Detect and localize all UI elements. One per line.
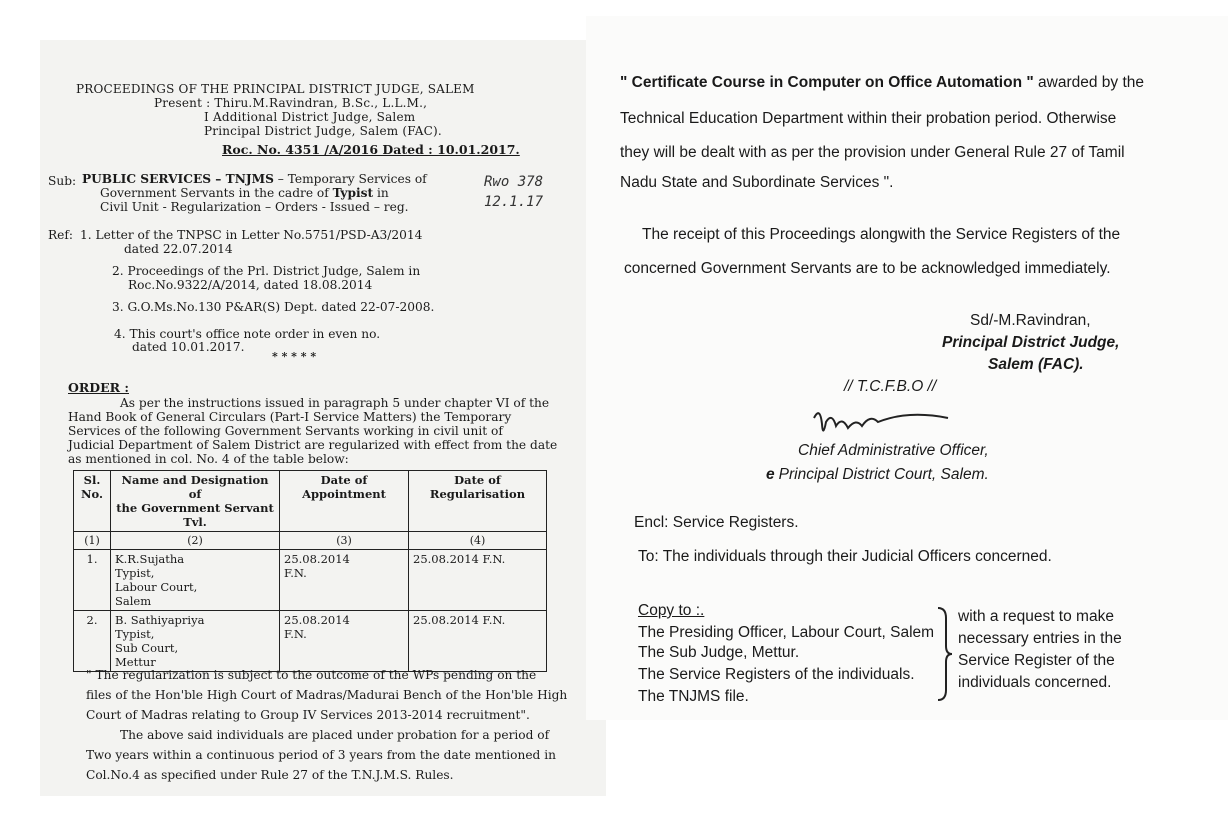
order-para-line-1: As per the instructions issued in paragraph 5 under chapter VI of the xyxy=(120,396,550,410)
copy-to-heading: Copy to :. xyxy=(638,602,705,619)
to-line: To: The individuals through their Judicial Officers concerned. xyxy=(638,548,1052,565)
copy-to-item: The Sub Judge, Mettur. xyxy=(638,644,800,661)
signature-scribble xyxy=(808,404,958,444)
copy-note-line: individuals concerned. xyxy=(958,674,1112,691)
para2-line-1: The receipt of this Proceedings alongwith the Service Registers of the xyxy=(642,226,1121,243)
copy-to-item: The TNJMS file. xyxy=(638,688,749,705)
table-row: 2. B. Sathiyapriya Typist, Sub Court, Mettur 25.08.2014 F.N. 25.08.2014 F.N. xyxy=(74,611,547,672)
enclosure-line: Encl: Service Registers. xyxy=(634,514,799,531)
subject-line-1: PUBLIC SERVICES – TNJMS – Temporary Services of xyxy=(82,172,427,186)
order-heading: ORDER : xyxy=(68,380,129,395)
row-1-appointment: 25.08.2014 F.N. xyxy=(280,550,409,611)
row-1-regularisation: 25.08.2014 F.N. xyxy=(409,550,547,611)
ref-4b: dated 10.01.2017. xyxy=(132,340,245,354)
table-colnum-row: (1) (2) (3) (4) xyxy=(74,532,547,550)
order-para-line-2: Hand Book of General Circulars (Part-I Service Matters) the Temporary xyxy=(68,410,512,424)
row-2-regularisation: 25.08.2014 F.N. xyxy=(409,611,547,672)
left-page xyxy=(40,40,606,796)
copy-note-line: with a request to make xyxy=(958,608,1114,625)
table-row: 1. K.R.Sujatha Typist, Labour Court, Salem 25.08.2014 F.N. 25.08.2014 F.N. xyxy=(74,550,547,611)
copy-to-item: The Service Registers of the individuals. xyxy=(638,666,915,683)
header-sl-no: Sl. No. xyxy=(74,471,111,532)
ref-2b: Roc.No.9322/A/2014, dated 18.08.2014 xyxy=(128,278,373,292)
ref-3: 3. G.O.Ms.No.130 P&AR(S) Dept. dated 22-07-2008. xyxy=(112,300,435,314)
probation-para-line-2: Two years within a continuous period of 3 years from the date mentioned in xyxy=(86,748,556,762)
order-para-line-3: Services of the following Government Servants working in civil unit of xyxy=(68,424,503,438)
probation-para-line-1: The above said individuals are placed under probation for a period of xyxy=(120,728,550,742)
ref-2a: 2. Proceedings of the Prl. District Judge, Salem in xyxy=(112,264,421,278)
para1-line-2: Technical Education Department within their probation period. Otherwise xyxy=(620,110,1117,127)
para2-line-2: concerned Government Servants are to be acknowledged immediately. xyxy=(624,260,1111,277)
ref-4a: 4. This court's office note order in even no. xyxy=(114,327,381,341)
copy-to-item: The Presiding Officer, Labour Court, Salem xyxy=(638,624,935,641)
right-page xyxy=(586,16,1228,720)
row-1-name: K.R.Sujatha Typist, Labour Court, Salem xyxy=(111,550,280,611)
regularisation-table xyxy=(73,470,547,672)
probation-para-line-3: Col.No.4 as specified under Rule 27 of the T.N.J.M.S. Rules. xyxy=(86,768,454,782)
separator-stars: * * * * * xyxy=(272,350,317,363)
para1-line-3: they will be dealt with as per the provision under General Rule 27 of Tamil xyxy=(620,144,1125,161)
header-name-designation: Name and Designation of the Government Servant Tvl. xyxy=(111,471,280,532)
designation-line-2: Principal District Judge, Salem (FAC). xyxy=(204,124,442,138)
signature-place: Salem (FAC). xyxy=(988,356,1084,373)
signature-sd: Sd/-M.Ravindran, xyxy=(970,312,1091,329)
header-date-regularisation: Date of Regularisation xyxy=(409,471,547,532)
subject-line-2: Government Servants in the cadre of Typist in xyxy=(100,186,389,200)
table-header-row xyxy=(74,471,547,532)
para1-line-4: Nadu State and Subordinate Services ". xyxy=(620,174,894,191)
handwritten-note-1: Rwo 378 xyxy=(484,174,544,190)
ref-1a: 1. Letter of the TNPSC in Letter No.5751/PSD-A3/2014 xyxy=(80,228,423,242)
quote-para-line-3: Court of Madras relating to Group IV Services 2013-2014 recruitment". xyxy=(86,708,530,722)
row-2-name: B. Sathiyapriya Typist, Sub Court, Mettur xyxy=(111,611,280,672)
officer-court-line: e Principal District Court, Salem. xyxy=(766,466,989,483)
subject-label: Sub: xyxy=(48,174,77,188)
brace-mark xyxy=(934,606,954,702)
handwritten-note-2: 12.1.17 xyxy=(484,194,544,210)
order-para-line-5: as mentioned in col. No. 4 of the table below: xyxy=(68,452,349,466)
row-2-appointment: 25.08.2014 F.N. xyxy=(280,611,409,672)
copy-note-line: Service Register of the xyxy=(958,652,1115,669)
quote-para-line-1: " The regularization is subject to the outcome of the WPs pending on the xyxy=(86,668,537,682)
tcfbo-mark: // T.C.F.B.O // xyxy=(844,378,937,395)
ref-1b: dated 22.07.2014 xyxy=(124,242,233,256)
header-date-appointment: Date of Appointment xyxy=(280,471,409,532)
copy-note-line: necessary entries in the xyxy=(958,630,1122,647)
roc-number: Roc. No. 4351 /A/2016 Dated : 10.01.2017. xyxy=(222,142,520,157)
signature-title: Principal District Judge, xyxy=(942,334,1120,351)
officer-title: Chief Administrative Officer, xyxy=(798,442,989,459)
order-para-line-4: Judicial Department of Salem District are regularized with effect from the date xyxy=(68,438,558,452)
ref-label: Ref: xyxy=(48,228,74,242)
proceedings-title: PROCEEDINGS OF THE PRINCIPAL DISTRICT JUDGE, SALEM xyxy=(76,82,475,96)
quote-para-line-2: files of the Hon'ble High Court of Madras/Madurai Bench of the Hon'ble High xyxy=(86,688,568,702)
para1-line-1: " Certificate Course in Computer on Office Automation " awarded by the xyxy=(620,74,1145,91)
designation-line-1: I Additional District Judge, Salem xyxy=(204,110,416,124)
initial-mark: e xyxy=(766,466,775,483)
present-line: Present : Thiru.M.Ravindran, B.Sc., L.L.M., xyxy=(154,96,428,110)
subject-line-3: Civil Unit - Regularization – Orders - Issued – reg. xyxy=(100,200,409,214)
